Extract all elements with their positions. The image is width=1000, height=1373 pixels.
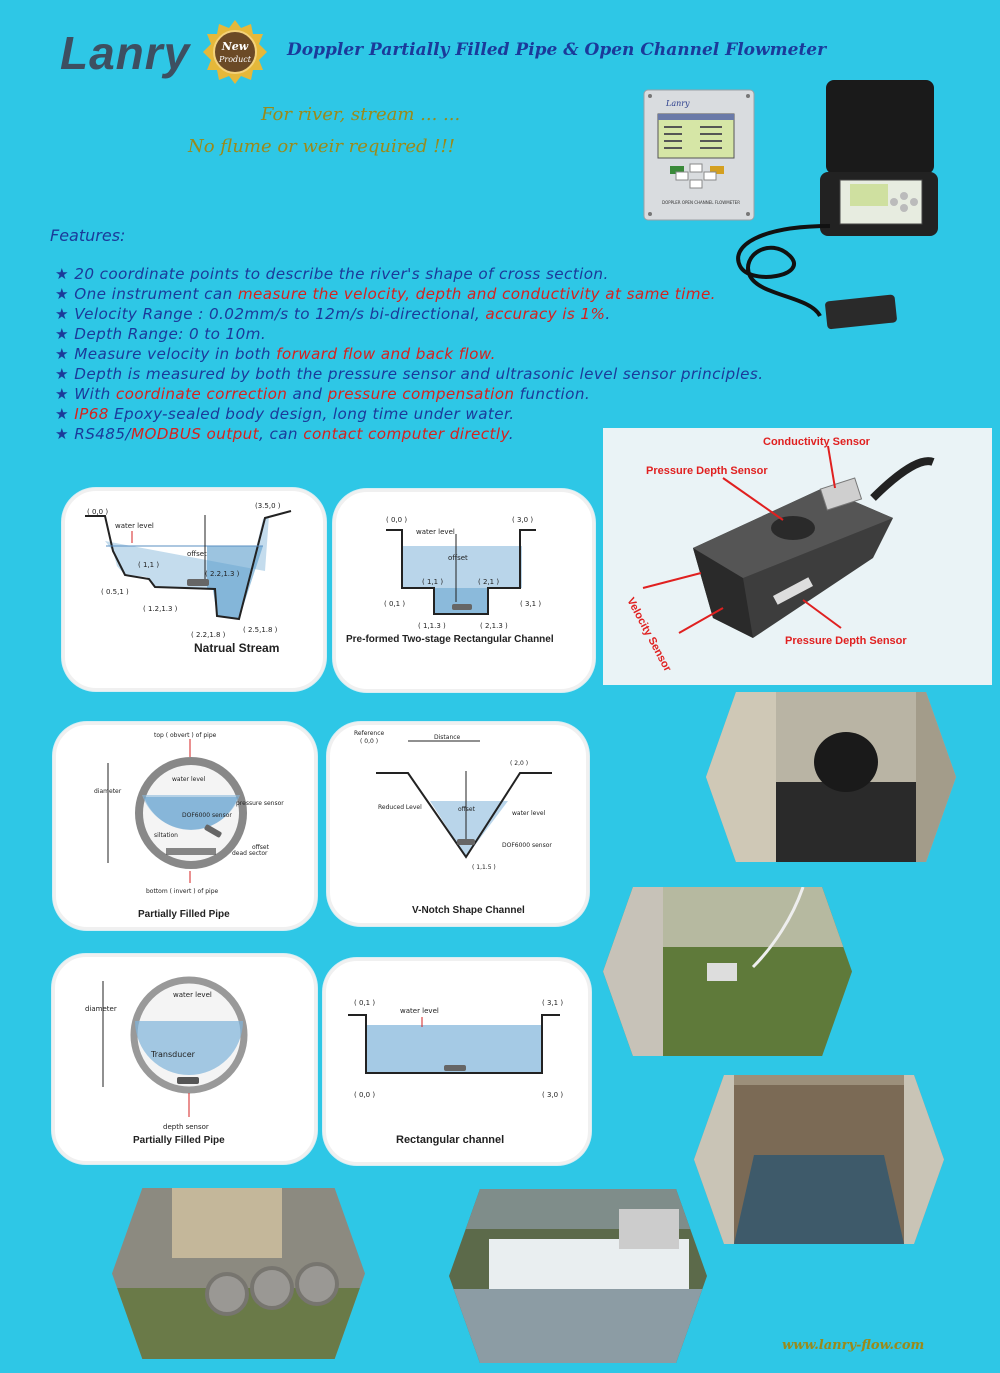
vnotch-title: V-Notch Shape Channel xyxy=(412,905,525,916)
install-photo-pipe-outlet xyxy=(706,692,956,862)
feature-item xyxy=(55,324,763,344)
star-icon: ★ xyxy=(55,405,75,423)
pipe1-pressure-label: pressure sensor xyxy=(236,800,284,807)
install-photo-sensor-in-channel xyxy=(603,887,852,1056)
vnotch-water-level: water level xyxy=(512,810,546,817)
feature-text: pressure compensation xyxy=(327,385,515,403)
velocity-sensor-label: Velocity Sensor xyxy=(624,595,674,674)
two-stage-pt-1: ( 0,0 ) xyxy=(386,516,408,524)
diagram-v-notch-channel xyxy=(327,722,589,926)
feature-text: function. xyxy=(514,385,591,403)
tagline-1: For river, stream ... ... xyxy=(261,104,461,125)
install-photo-weir xyxy=(449,1189,707,1363)
feature-text: 20 coordinate points to describe the river's shape of cross section. xyxy=(74,265,609,283)
feature-text: RS485/ xyxy=(74,425,131,443)
feature-text: Epoxy-sealed body design, long time under water. xyxy=(108,405,515,423)
feature-item xyxy=(55,264,763,284)
feature-text: . xyxy=(605,305,611,323)
feature-item xyxy=(55,384,763,404)
lanry-logo: Lanry xyxy=(60,27,191,79)
stream-pt-2: (3.5,0 ) xyxy=(255,502,281,510)
diagram-partially-filled-pipe-1 xyxy=(53,722,317,930)
pipe1-offset: offset xyxy=(252,844,269,851)
star-icon: ★ xyxy=(55,345,75,363)
feature-item xyxy=(55,364,763,384)
feature-text: Depth Range: 0 to 10m. xyxy=(74,325,267,343)
star-icon: ★ xyxy=(55,265,75,283)
feature-item xyxy=(55,304,763,324)
vnotch-offset: offset xyxy=(458,806,475,813)
stream-pt-6: ( 2.2,1.3 ) xyxy=(205,570,240,578)
stream-pt-3: ( 1,1 ) xyxy=(138,561,160,569)
feature-text: measure the velocity, depth and conductivity at same time. xyxy=(237,285,716,303)
diagram-rectangular-channel xyxy=(323,958,591,1165)
pipe2-transducer: Transducer xyxy=(151,1050,195,1059)
feature-text: With xyxy=(74,385,116,403)
rect-pt-1: ( 0,1 ) xyxy=(354,999,376,1007)
stream-pt-1: ( 0,0 ) xyxy=(87,508,109,516)
install-photo-culvert xyxy=(694,1075,944,1244)
pipe1-title: Partially Filled Pipe xyxy=(138,909,230,920)
two-stage-pt-2: ( 3,0 ) xyxy=(512,516,534,524)
pipe2-water-level: water level xyxy=(173,991,212,999)
feature-text: Depth is measured by both the pressure sensor and ultrasonic level sensor principles. xyxy=(74,365,764,383)
feature-text: accuracy is 1% xyxy=(485,305,606,323)
feature-text: coordinate correction xyxy=(115,385,288,403)
badge-top-text: New xyxy=(221,40,249,53)
feature-item xyxy=(55,344,763,364)
diagram-two-stage-channel xyxy=(333,489,595,692)
feature-text: and xyxy=(287,385,328,403)
pressure-depth-sensor-label-bottom: Pressure Depth Sensor xyxy=(785,635,907,647)
star-icon: ★ xyxy=(55,325,75,343)
vnotch-ref-pt: ( 0,0 ) xyxy=(360,738,379,745)
vnotch-distance: Distance xyxy=(434,734,461,741)
device-brand: Lanry xyxy=(666,99,690,108)
stream-water-level: water level xyxy=(115,522,154,530)
footer-url: www.lanry-flow.com xyxy=(782,1338,925,1353)
feature-text: . xyxy=(508,425,514,443)
star-icon: ★ xyxy=(55,305,75,323)
two-stage-water-level: water level xyxy=(416,528,455,536)
two-stage-pt-6: ( 2,1 ) xyxy=(478,578,500,586)
pipe2-title: Partially Filled Pipe xyxy=(133,1135,225,1146)
vnotch-pt-2: ( 2,0 ) xyxy=(510,760,529,767)
install-photo-culvert-pipes xyxy=(112,1188,365,1359)
sensor-photo xyxy=(603,428,992,685)
stream-pt-4: ( 0.5,1 ) xyxy=(101,588,129,596)
tagline-2: No flume or weir required !!! xyxy=(188,136,455,157)
page-title: Doppler Partially Filled Pipe & Open Channel Flowmeter xyxy=(287,40,827,60)
star-icon: ★ xyxy=(55,285,75,303)
two-stage-pt-3: ( 0,1 ) xyxy=(384,600,406,608)
rect-pt-4: ( 3,0 ) xyxy=(542,1091,564,1099)
rect-water-level: water level xyxy=(400,1007,439,1015)
rect-pt-3: ( 0,0 ) xyxy=(354,1091,376,1099)
device-panel-label: DOPPLER OPEN CHANNEL FLOWMETER xyxy=(662,200,740,205)
rect-title: Rectangular channel xyxy=(396,1134,505,1146)
two-stage-pt-4: ( 3,1 ) xyxy=(520,600,542,608)
feature-text: IP68 xyxy=(74,405,109,423)
pressure-depth-sensor-label-top: Pressure Depth Sensor xyxy=(646,465,768,477)
vnotch-reduced-level: Reduced Level xyxy=(378,804,422,811)
two-stage-pt-5: ( 1,1 ) xyxy=(422,578,444,586)
stream-pt-7: ( 2.2,1.8 ) xyxy=(191,631,226,639)
pipe1-sensor-label: DOF6000 sensor xyxy=(182,812,232,819)
feature-text: Velocity Range : 0.02mm/s to 12m/s bi-directional, xyxy=(74,305,486,323)
star-icon: ★ xyxy=(55,385,75,403)
feature-text: , can xyxy=(259,425,304,443)
stream-title: Natrual Stream xyxy=(194,641,280,655)
feature-text: contact computer directly xyxy=(303,425,509,443)
pipe1-water-level: water level xyxy=(172,776,206,783)
star-icon: ★ xyxy=(55,425,75,443)
conductivity-sensor-label: Conductivity Sensor xyxy=(763,436,870,448)
badge-bottom-text: Product xyxy=(219,55,251,64)
features-heading: Features: xyxy=(50,226,126,245)
vnotch-reference: Reference xyxy=(354,730,385,737)
feature-item xyxy=(55,404,763,424)
diagram-partially-filled-pipe-2 xyxy=(52,954,317,1164)
feature-text: One instrument can xyxy=(74,285,238,303)
pipe2-diameter: diameter xyxy=(85,1005,117,1013)
pipe1-siltation: siltation xyxy=(154,832,178,839)
two-stage-title: Pre-formed Two-stage Rectangular Channel xyxy=(346,634,554,645)
two-stage-pt-7: ( 1,1.3 ) xyxy=(418,622,446,630)
vnotch-pt-3: ( 1,1.5 ) xyxy=(472,864,496,871)
stream-pt-5: ( 1.2,1.3 ) xyxy=(143,605,178,613)
pipe2-depth-sensor: depth sensor xyxy=(163,1123,209,1131)
two-stage-pt-8: ( 2,1.3 ) xyxy=(480,622,508,630)
feature-item xyxy=(55,284,763,304)
two-stage-offset: offset xyxy=(448,554,468,562)
pipe1-diameter: diameter xyxy=(94,788,122,795)
pipe1-dead-sector: dead sector xyxy=(232,850,268,857)
vnotch-sensor: DOF6000 sensor xyxy=(502,842,552,849)
pipe1-top-label: top ( obvert ) of pipe xyxy=(154,732,217,739)
diagram-natural-stream xyxy=(62,488,326,691)
new-product-badge xyxy=(203,20,267,84)
stream-offset: offset xyxy=(187,550,207,558)
feature-text: MODBUS output xyxy=(130,425,260,443)
star-icon: ★ xyxy=(55,365,75,383)
feature-text: forward flow and back flow. xyxy=(276,345,496,363)
feature-text: Measure velocity in both xyxy=(74,345,277,363)
stream-pt-8: ( 2.5,1.8 ) xyxy=(243,626,278,634)
rect-pt-2: ( 3,1 ) xyxy=(542,999,564,1007)
pipe1-bottom-label: bottom ( invert ) of pipe xyxy=(146,888,219,895)
features-list xyxy=(55,264,763,444)
